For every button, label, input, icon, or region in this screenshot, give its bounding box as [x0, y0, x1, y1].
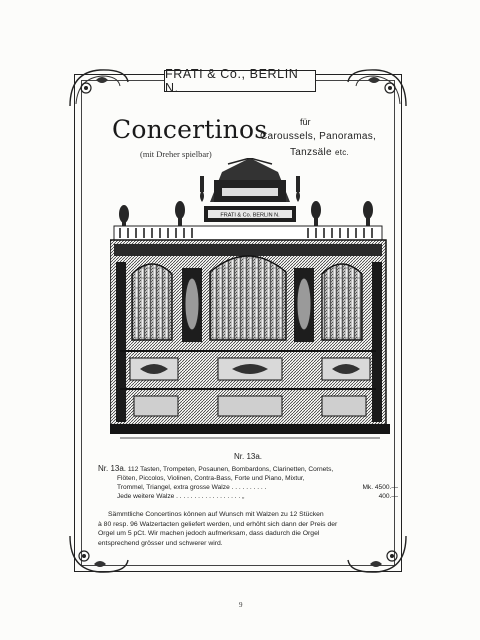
spec-line-4: [98, 492, 398, 501]
spec-price-main: Mk. 4500.—: [362, 484, 398, 491]
venues-etc: etc.: [334, 148, 350, 157]
notice-line-4: entsprechend grösser und schwerer wird.: [98, 539, 223, 547]
notice-line-2: à 80 resp. 96 Walzertacten geliefert werden, und erhöht sich dann der Preis der: [98, 520, 338, 528]
spec-line-1: [98, 464, 398, 474]
notice-line-3: Orgel um 5 pCt. Wir machen jedoch aufmerksam, dass dadurch die Orgel: [98, 530, 320, 537]
page-number: 9: [239, 601, 243, 609]
spec-line-2: Flöten, Piccolos, Violinen, Contra-Bass, Forte und Piano, Mixtur,: [117, 475, 305, 482]
organ-nameplate: FRATI & Co. BERLIN N.: [220, 212, 280, 219]
page-subtitle: (mit Dreher spielbar): [140, 149, 212, 159]
company-header: FRATI & Co., BERLIN N.: [164, 70, 316, 92]
spec-line-3-text: Trommel, Triangel, extra grosse Walze . . . . . . . . . .: [117, 484, 267, 491]
page-title: Concertinos: [112, 115, 268, 144]
figure-caption: Nr. 13a.: [234, 452, 263, 461]
notice-line-1: Sämmtliche Concertinos können auf Wunsch mit Walzen zu 12 Stücken: [108, 511, 324, 518]
corner-ornament-top-left: [66, 66, 130, 108]
spec-line-3: [98, 483, 398, 492]
specification-block: [98, 464, 398, 501]
spec-price-extra-roll: 400.—: [378, 493, 398, 500]
notice-paragraph: [98, 510, 396, 548]
venues-text: [260, 129, 396, 161]
spec-line-4-text: Jede weitere Walze . . . . . . . . . . . . . . . . . . „: [117, 493, 245, 500]
venues-prefix: für: [300, 117, 311, 127]
spec-number: Nr. 13a.: [98, 464, 127, 473]
organ-illustration: [110, 158, 390, 442]
spec-line-1-text: 112 Tasten, Trompeten, Posaunen, Bombardons, Clarinetten, Cornets,: [127, 466, 334, 473]
venues-line-2-text: Tanzsäle: [290, 147, 332, 158]
venues-line-1: Caroussels, Panoramas,: [260, 131, 377, 142]
corner-ornament-top-right: [346, 66, 410, 108]
